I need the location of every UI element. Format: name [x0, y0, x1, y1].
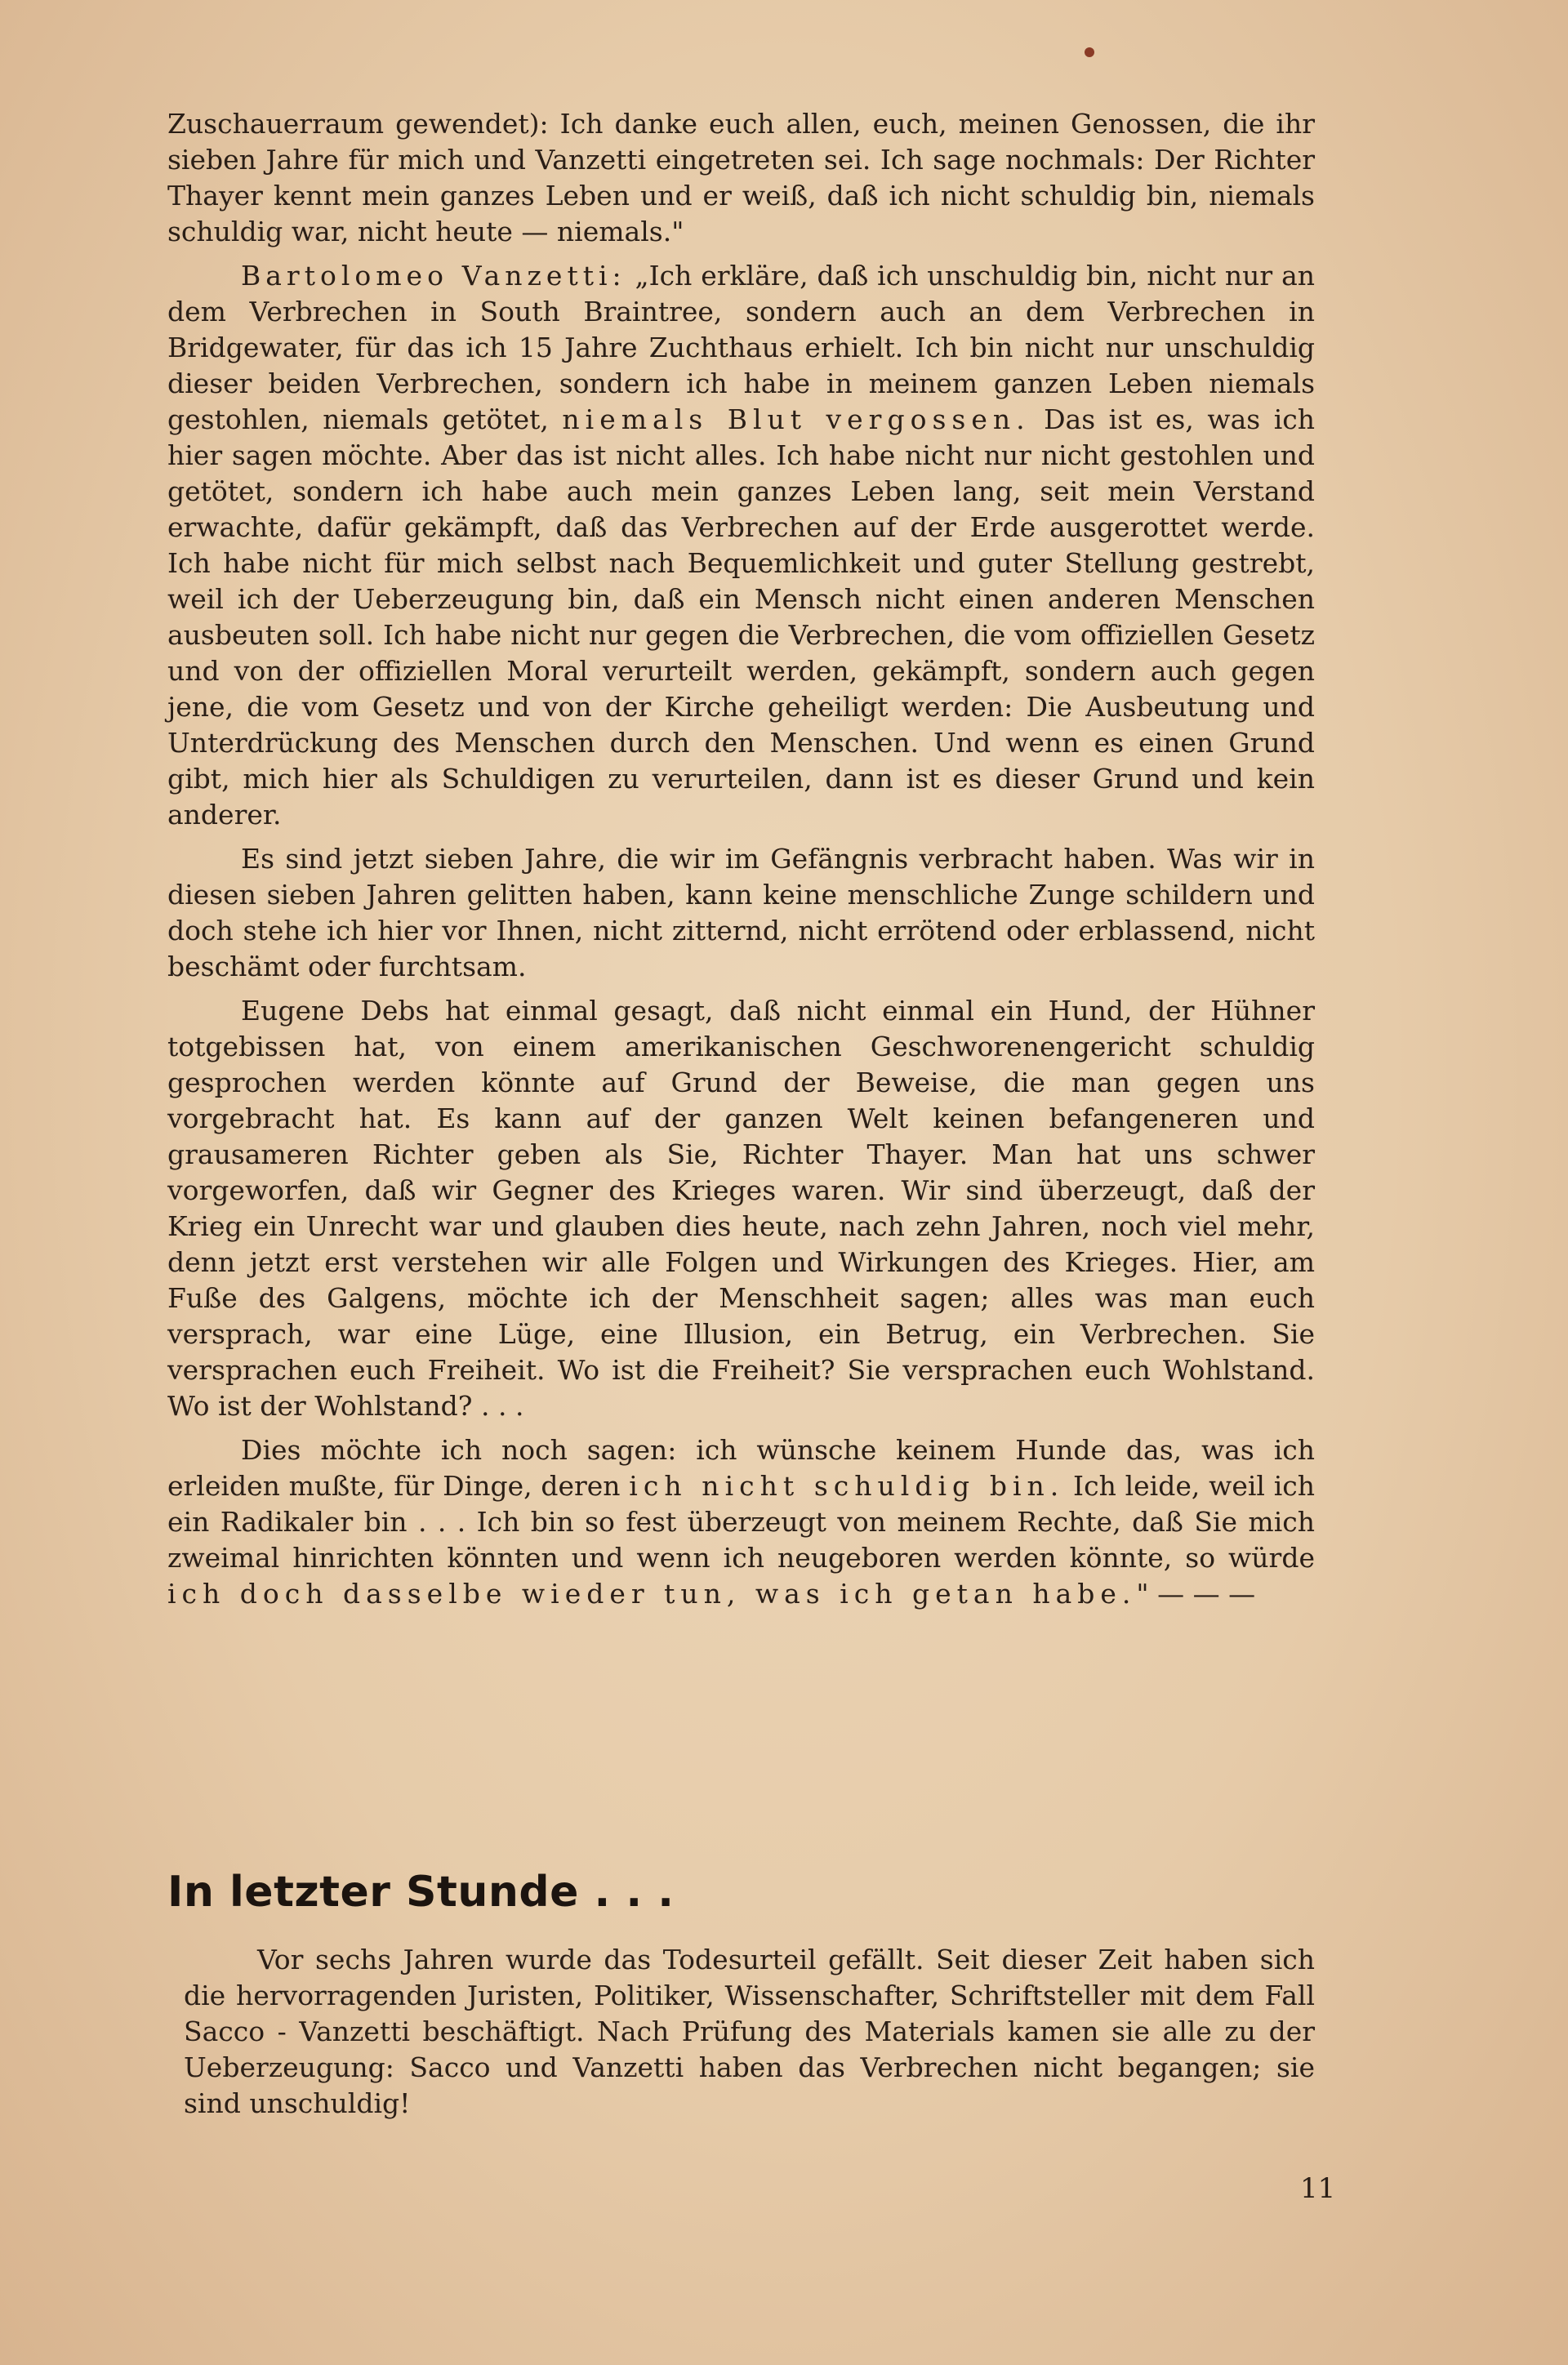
ink-speck	[1085, 47, 1094, 57]
final-part-c: " — — —	[1136, 1578, 1256, 1610]
section-heading: In letzter Stunde . . .	[167, 1868, 675, 1917]
page-number: 11	[1300, 2172, 1336, 2205]
paragraph-final-words	[167, 1432, 1315, 1612]
paragraph-prison-years: Es sind jetzt sieben Jahre, die wir im Gefängnis verbracht haben. Was wir in diesen sieben Jahren gelitten haben, kann keine menschliche Zunge schildern und doch stehe ich hier vor Ihnen, nicht zitternd, nicht errötend oder erblassend, nicht beschämt oder furchtsam.	[167, 843, 1315, 982]
spaced-emphasis-a: ich nicht schuldig bin.	[629, 1470, 1065, 1502]
speaker-name: Bartolomeo Vanzetti:	[241, 260, 626, 292]
paragraph-debs: Eugene Debs hat einmal gesagt, daß nicht einmal ein Hund, der Hühner totgebissen hat, von einem amerikanischen Geschworenengericht schuldig gesprochen werden könnte auf Grund der Beweise, die man gegen uns vorgebracht hat. Es kann auf der ganzen Welt keinen befangeneren und grausameren Richter geben als Sie, Richter Thayer. Man hat uns schwer vorgeworfen, daß wir Gegner des Krieges waren. Wir sind überzeugt, daß der Krieg ein Unrecht war und glauben dies heute, nach zehn Jahren, noch viel mehr, denn jetzt erst verstehen wir alle Folgen und Wirkungen des Krieges. Hier, am Fuße des Galgens, möchte ich der Menschheit sagen; alles was man euch versprach, war eine Lüge, eine Illusion, ein Betrug, ein Verbrechen. Sie versprachen euch Freiheit. Wo ist die Freiheit? Sie versprachen euch Wohlstand. Wo ist der Wohlstand? . . .	[167, 995, 1315, 1422]
statement-part-b: Das ist es, was ich hier sagen möchte. Aber das ist nicht alles. Ich habe nicht nur nicht gestohlen und getötet, sondern ich habe auch mein ganzes Leben lang, seit mein Verstand erwachte, dafür gekämpft, daß das Verbrechen auf der Erde ausgerottet werde. Ich habe nicht für mich selbst nach Bequemlichkeit und guter Stellung gestrebt, weil ich der Ueberzeugung bin, daß ein Mensch nicht einen anderen Menschen ausbeuten soll. Ich habe nicht nur gegen die Verbrechen, die vom offiziellen Gesetz und von der offiziellen Moral verurteilt werden, gekämpft, sondern auch gegen jene, die vom Gesetz und von der Kirche geheiligt werden: Die Ausbeutung und Unterdrückung des Menschen durch den Menschen. Und wenn es einen Grund gibt, mich hier als Schuldigen zu verurteilen, dann ist es dieser Grund und kein anderer.	[167, 403, 1315, 831]
final-part-b: Ich leide, weil ich ein Radikaler bin . . . Ich bin so fest überzeugt von meinem Rechte, daß Sie mich zweimal hinrichten könnten und wenn ich neugeboren werden könnte, so würde	[167, 1470, 1315, 1574]
spaced-emphasis: niemals Blut vergossen.	[562, 403, 1031, 435]
closing-text	[184, 1942, 1315, 2130]
statement-part-a: „Ich erkläre, daß ich unschuldig bin, nicht nur an dem Verbrechen in South Braintree, sondern auch an dem Verbrechen in Bridgewater, für das ich 15 Jahre Zuchthaus erhielt. Ich bin nicht nur unschuldig dieser beiden Verbrechen, sondern ich habe in meinem ganzen Leben niemals gestohlen, niemals getötet,	[167, 260, 1315, 435]
paragraph-closing: Vor sechs Jahren wurde das Todesurteil gefällt. Seit dieser Zeit haben sich die hervorragenden Juristen, Politiker, Wissenschafter, Schriftsteller mit dem Fall Sacco - Vanzetti beschäftigt. Nach Prüfung des Materials kamen sie alle zu der Ueberzeugung: Sacco und Vanzetti haben das Verbrechen nicht begangen; sie sind unschuldig!	[184, 1944, 1315, 2119]
paragraph-sacco-end: Zuschauerraum gewendet): Ich danke euch allen, euch, meinen Genossen, die ihr sieben Jahre für mich und Vanzetti eingetreten sei. Ich sage nochmals: Der Richter Thayer kennt mein ganzes Leben und er weiß, daß ich nicht schuldig bin, niemals schuldig war, nicht heute — niemals."	[167, 108, 1315, 247]
main-text	[167, 106, 1315, 1620]
paragraph-vanzetti-statement	[167, 258, 1315, 833]
spaced-emphasis-b: ich doch dasselbe wieder tun, was ich getan habe.	[167, 1578, 1137, 1610]
final-part-a: Dies möchte ich noch sagen: ich wünsche keinem Hunde das, was ich erleiden mußte, für Dinge, deren	[167, 1434, 1315, 1502]
